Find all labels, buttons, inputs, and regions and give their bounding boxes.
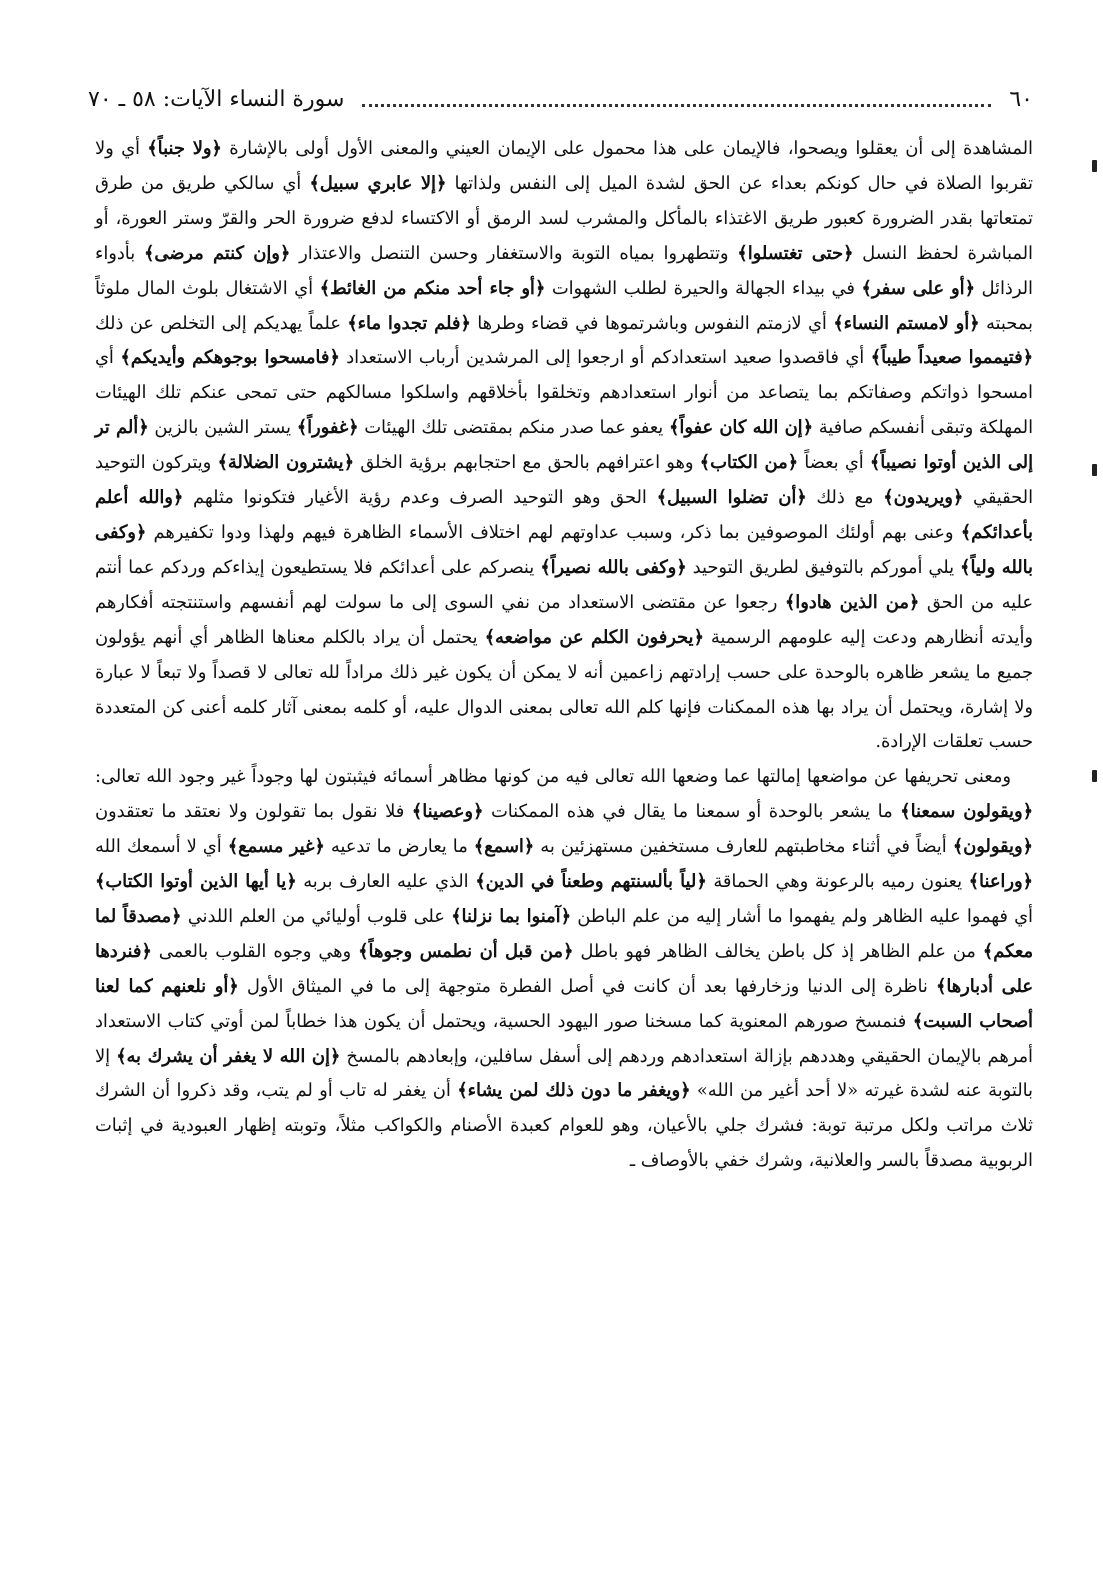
quran-quote: ﴿فلم تجدوا ماء﴾ — [347, 312, 471, 334]
commentary-text: يستر الشين بالزين — [148, 417, 297, 439]
commentary-text: أي لازمتم النفوس وباشرتموها في قضاء وطرها — [470, 312, 834, 334]
commentary-text: إلا بالتوبة عنه لشدة غيرته «لا أحد أغير من الله» — [95, 1045, 1034, 1102]
quran-quote: ﴿ويقولون﴾ — [952, 836, 1033, 858]
commentary-text: علماً يهديكم إلى التخلص عن ذلك — [95, 312, 348, 334]
commentary-text: أي فهموا عليه الظاهر ولم يفهموا ما أشار إليه من علم الباطن — [571, 905, 1033, 927]
commentary-text: يعفو عما صدر منكم بمقتضى تلك الهيئات — [358, 417, 669, 439]
commentary-text: ناظرة إلى الدنيا وزخارفها بعد أن كانت في أصل الفطرة متوجهة إلى ما في الميثاق الأول — [238, 975, 936, 997]
commentary-text: رجعوا عن مقتضى الاستعداد من نفي السوى إلى ما سولت لهم أنفسهم واستنتجته أفكارهم وأيدته أنظارهم ودعت إليه علومهم الرسمية — [95, 591, 1033, 648]
quran-quote: ﴿من الذين هادوا﴾ — [784, 591, 920, 613]
quran-quote: ﴿ويريدون﴾ — [883, 487, 964, 509]
commentary-text: ما يشعر بالوحدة أو سمعنا ما يقال في هذه الممكنات — [483, 801, 901, 823]
quran-quote: ﴿فامسحوا بوجوهكم وأيديكم﴾ — [120, 347, 340, 369]
margin-mark — [1092, 770, 1097, 782]
commentary-text: وهو اعترافهم بالحق مع احتجابهم برؤية الخلق — [354, 452, 700, 474]
quran-quote: ﴿فتيمموا صعيداً طيباً﴾ — [870, 347, 1033, 369]
quran-quote: ﴿آمنوا بما نزلنا﴾ — [451, 905, 571, 927]
commentary-text: يحتمل أن يراد بالكلم معناها الظاهر أي أنهم يؤولون جميع ما يشعر ظاهره بالوحدة على حسب إرادتهم زاعمين أنه لا يمكن أن يكون غير ذلك مراداً لله تعالى لا قصداً ولا تبعاً لا عبارة ولا إشارة، ويحتمل أن يراد بها هذه الممكنات فإنها كلم الله تعالى بمعنى الدوال عليه، أو كلمه بمعنى آثار كلمه أعنى كن المتعددة حسب تعلقات الإرادة. — [95, 626, 1033, 753]
quran-quote: ﴿مصدقاً لما معكم﴾ — [95, 905, 1033, 962]
quran-quote: ﴿لياً بألسنتهم وطعناً في الدين﴾ — [475, 871, 707, 893]
quran-quote: ﴿وعصينا﴾ — [411, 801, 484, 823]
commentary-text: وعنى بهم أولئك الموصوفين بما ذكر، وسبب عداوتهم لهم اختلاف الأسماء الظاهرة فيهم ولهذا ودوا تكفيرهم — [146, 521, 961, 543]
commentary-text: في بيداء الجهالة والحيرة لطلب الشهوات — [545, 277, 862, 299]
quran-quote: ﴿من قبل أن نطمس وجوهاً﴾ — [358, 940, 574, 962]
commentary-text: أي بعضاً — [798, 452, 870, 474]
quran-quote: ﴿ألم تر إلى الذين أوتوا نصيباً﴾ — [95, 417, 1034, 474]
commentary-text: يلي أموركم بالتوفيق لطريق التوحيد — [686, 556, 961, 578]
commentary-text: فنمسخ صورهم المعنوية كما مسخنا صور اليهود الحسية، ويحتمل أن يكون هذا خطاباً لمن أوتي كتاب الاستعداد أمرهم بالإيمان الحقيقي وهددهم بإزالة استعدادهم وردهم إلى أسفل سافلين، وإبعادهم بالمسخ — [95, 1010, 1033, 1067]
commentary-text: أي امسحوا ذواتكم وصفاتكم بما يتصاعد من أنوار استعدادهم وتخلقوا بأخلاقهم واسلكوا مسالكهم حتى تمحى عنكم تلك الهيئات المهلكة وتبقى أنفسكم صافية — [95, 347, 1034, 439]
margin-mark — [1092, 160, 1097, 172]
quran-quote: ﴿من الكتاب﴾ — [699, 452, 799, 474]
quran-quote: ﴿ويقولون سمعنا﴾ — [900, 801, 1034, 823]
quran-quote: ﴿غير مسمع﴾ — [227, 836, 325, 858]
commentary-text: على قلوب أوليائي من العلم اللدني — [181, 905, 452, 927]
commentary-text: من علم الظاهر إذ كل باطن يخالف الظاهر فهو باطل — [573, 940, 983, 962]
commentary-text: أيضاً في أثناء مخاطبتهم للعارف مستخفين مستهزئين به — [534, 836, 953, 858]
commentary-text: مع ذلك — [806, 487, 884, 509]
commentary-text: وهي وجوه القلوب بالعمى — [151, 940, 359, 962]
body-text — [95, 132, 1033, 1179]
commentary-text: أي الاشتغال بلوث المال ملوثاً بمحبته — [95, 277, 1033, 334]
quran-quote: ﴿ولا جنباً﴾ — [147, 138, 222, 159]
page-number: ٦٠ — [1009, 86, 1033, 112]
quran-quote: ﴿اسمع﴾ — [473, 836, 535, 858]
quran-quote: ﴿أو لامستم النساء﴾ — [833, 312, 980, 334]
quran-quote: ﴿إلا عابري سبيل﴾ — [309, 172, 447, 194]
commentary-text: ينصركم على أعدائكم فلا يستطيعون إيذاءكم وردكم عما أنتم عليه من الحق — [95, 556, 1033, 613]
quran-quote: ﴿وإن كنتم مرضى﴾ — [143, 242, 291, 264]
commentary-text: المشاهدة إلى أن يعقلوا ويصحوا، فالإيمان على هذا محمول على الإيمان العيني والمعنى الأول أولى بالإشارة — [221, 138, 1033, 159]
commentary-text: وتتطهروا بمياه التوبة والاستغفار وحسن التنصل والاعتذار — [290, 242, 738, 264]
quran-quote: ﴿وكفى بالله ولياً﴾ — [95, 521, 1033, 578]
quran-quote: ﴿يحرفون الكلم عن مواضعه﴾ — [484, 626, 704, 648]
quran-quote: ﴿إن الله لا يغفر أن يشرك به﴾ — [116, 1045, 341, 1067]
running-title: سورة النساء الآيات: ٥٨ ـ ٧٠ — [88, 86, 345, 112]
paragraph-2 — [95, 760, 1033, 1179]
commentary-text: ما يعارض ما تدعيه — [324, 836, 474, 858]
quran-quote: ﴿يا أيها الذين أوتوا الكتاب﴾ — [95, 871, 297, 893]
quran-quote: ﴿والله أعلم بأعدائكم﴾ — [95, 487, 1033, 543]
commentary-text: فلا نقول بما تقولون ولا نعتقد ما تعتقدون — [95, 801, 412, 823]
quran-quote: ﴿أو جاء أحد منكم من الغائط﴾ — [319, 277, 546, 299]
commentary-text: أي لا أسمعك الله — [95, 836, 228, 858]
running-header — [88, 82, 1033, 116]
quran-quote: ﴿فنردها على أدبارها﴾ — [95, 940, 1033, 997]
commentary-text: الذي عليه العارف بربه — [296, 871, 476, 893]
quran-quote: ﴿أن تضلوا السبيل﴾ — [656, 487, 807, 509]
quran-quote: ﴿غفوراً﴾ — [296, 417, 359, 439]
commentary-text: يعنون رميه بالرعونة وهي الحماقة — [706, 871, 969, 893]
commentary-text: ويتركون التوحيد الحقيقي — [95, 452, 1034, 509]
quran-quote: ﴿وراعنا﴾ — [968, 871, 1033, 893]
quran-quote: ﴿حتى تغتسلوا﴾ — [737, 242, 854, 264]
commentary-text: أي سالكي طريق من طرق تمتعاتها بقدر الضرورة كعبور طريق الاغتذاء بالمأكل والمشرب لسد الرمق أو الاكتساء لدفع ضرورة الحر والقرّ وستر العورة، أو المباشرة لحفظ النسل — [95, 172, 1033, 264]
commentary-text: بأدواء الرذائل — [95, 242, 1033, 299]
paragraph-1 — [95, 132, 1033, 760]
quran-quote: ﴿أو على سفر﴾ — [861, 277, 975, 299]
margin-mark — [1092, 464, 1097, 476]
quran-quote: ﴿إن الله كان عفواً﴾ — [668, 417, 814, 439]
quran-quote: ﴿يشترون الضلالة﴾ — [217, 452, 355, 474]
quran-quote: ﴿ويغفر ما دون ذلك لمن يشاء﴾ — [457, 1080, 691, 1102]
commentary-text: أي ولا تقربوا الصلاة في حال كونكم بعداء عن الحق لشدة الميل إلى النفس ولذاتها — [95, 138, 1033, 194]
commentary-text: الحق وهو التوحيد الصرف وعدم رؤية الأغيار فتكونوا مثلهم — [183, 487, 657, 509]
header-dot-leader — [362, 104, 991, 107]
commentary-text: ومعنى تحريفها عن مواضعها إمالتها عما وضعها الله تعالى فيه من كونها مظاهر أسمائه فيثبتون لها وجوداً غير وجود الله تعالى: — [95, 766, 1011, 788]
commentary-text: أن يغفر له تاب أو لم يتب، وقد ذكروا أن الشرك ثلاث مراتب ولكل مرتبة توبة: فشرك جلي بالأعيان، وهو للعوام كعبدة الأصنام والكواكب مثلاً، وتوبته إظهار العبودية في إثبات الربوبية مصدقاً بالسر والعلانية، وشرك خفي بالأوصاف ـ — [95, 1080, 1033, 1172]
quran-quote: ﴿أو نلعنهم كما لعنا أصحاب السبت﴾ — [95, 975, 1033, 1032]
quran-quote: ﴿وكفى بالله نصيراً﴾ — [540, 556, 687, 578]
commentary-text: أي فاقصدوا صعيد استعدادكم أو ارجعوا إلى المرشدين أرباب الاستعداد — [339, 347, 871, 369]
